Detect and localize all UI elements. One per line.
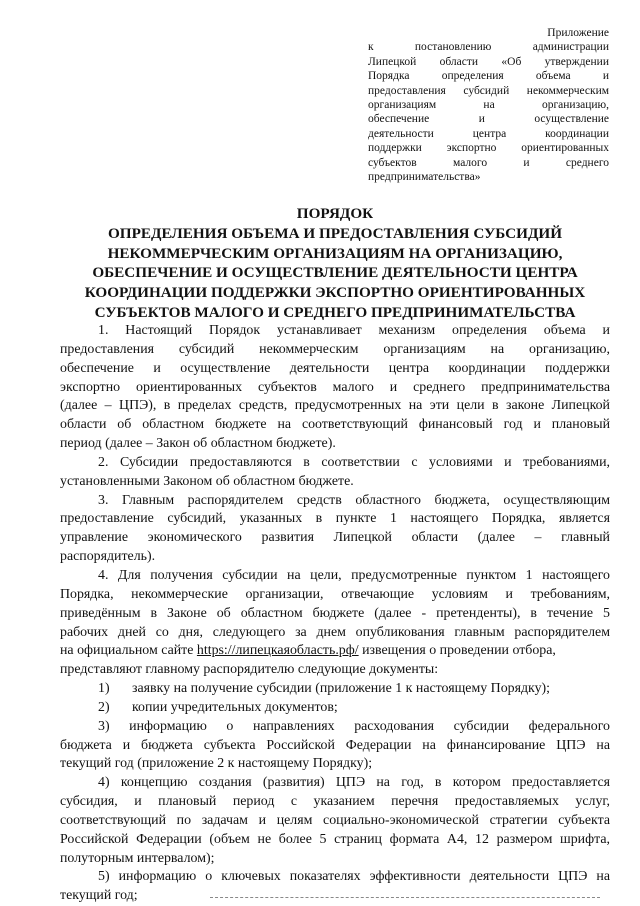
appendix-line: Липецкой области «Об утверждении <box>368 55 609 68</box>
body-line: 4) концепцию создания (развития) ЦПЭ на год, в котором предоставляется <box>98 775 610 791</box>
body-line: предоставление субсидий, указанных в пункте 1 настоящего Порядка, является <box>60 511 610 527</box>
paragraph-3 <box>60 492 610 567</box>
appendix-line: субъектов малого и среднего <box>368 156 609 169</box>
appendix-line: к постановлению администрации <box>368 41 609 54</box>
body-line: установленными Законом об областном бюджете. <box>60 473 354 489</box>
official-site-link[interactable]: https://липецкаяобласть.рф/ <box>196 643 359 659</box>
title-line: ОБЕСПЕЧЕНИЕ И ОСУЩЕСТВЛЕНИЕ ДЕЯТЕЛЬНОСТИ ЦЕНТРА <box>92 264 578 282</box>
body-line: управление экономического развития Липецкой области (далее – главный <box>60 530 610 546</box>
body-line: Российской Федерации (объем не более 5 страниц формата А4, 12 размером шрифта, <box>60 831 610 847</box>
page-bottom-rule <box>210 897 600 899</box>
paragraph-4 <box>60 567 610 680</box>
list-item-5 <box>60 868 610 906</box>
appendix-line: предпринимательства» <box>368 171 481 184</box>
body-line: приведённым в Законе об областном бюджете (далее - претенденты), в течение 5 <box>60 605 610 621</box>
body-line: распорядитель). <box>60 549 156 565</box>
document-body <box>60 322 610 906</box>
appendix-line: предоставления субсидий некоммерческим <box>368 84 609 97</box>
body-line: соответствующий по задачам и целям социально-экономической стратегии субъекта <box>60 812 610 828</box>
body-line: экспортно ориентированных субъектов малого и среднего предпринимательства <box>60 379 610 395</box>
body-line: 3. Главным распорядителем средств областного бюджета, осуществляющим <box>98 492 610 508</box>
site-prefix: на официальном сайте <box>60 643 197 659</box>
body-line: текущий год; <box>60 888 138 904</box>
body-line: полуторным интервалом); <box>60 850 215 866</box>
body-line: предоставления субсидий некоммерческим организациям на организацию, <box>60 341 610 357</box>
body-line: 1. Настоящий Порядок устанавливает механизм определения объема и <box>98 323 610 338</box>
body-line: 5) информацию о ключевых показателях эффективности деятельности ЦПЭ на <box>98 869 610 885</box>
appendix-line: организациям на организацию, <box>368 99 609 112</box>
site-suffix: извещения о проведении отбора, <box>358 643 556 659</box>
list-item <box>60 699 610 718</box>
list-number: 2) <box>98 699 110 715</box>
body-line: текущий год (приложение 2 к настоящему Порядку); <box>60 756 373 772</box>
appendix-header <box>368 26 609 184</box>
body-line: 3) информацию о направлениях расходования субсидии федерального <box>98 718 610 734</box>
body-line: бюджета и бюджета субъекта Российской Федерации на финансирование ЦПЭ на <box>60 737 610 753</box>
appendix-line: поддержки экспортно ориентированных <box>368 142 609 155</box>
paragraph-1 <box>60 322 610 454</box>
appendix-title: Приложение <box>547 27 609 39</box>
document-list <box>60 680 610 718</box>
body-line-with-link <box>60 642 610 661</box>
title-line: СУБЪЕКТОВ МАЛОГО И СРЕДНЕГО ПРЕДПРИНИМАТЕЛЬСТВА <box>94 303 576 321</box>
list-text: заявку на получение субсидии (приложение 1 к настоящему Порядку); <box>132 681 551 697</box>
list-item-4 <box>60 774 610 868</box>
list-number: 1) <box>98 681 110 697</box>
body-line: представляют главному распорядителю следующие документы: <box>60 662 439 678</box>
body-line: рабочих дней со дня, следующего за днем опубликования главным распорядителем <box>60 624 610 640</box>
body-line: обеспечение и осуществление деятельности центра координации поддержки <box>60 360 610 376</box>
title-line: НЕКОММЕРЧЕСКИМ ОРГАНИЗАЦИЯМ НА ОРГАНИЗАЦИЮ, <box>107 244 563 262</box>
body-line: (далее – ЦПЭ), в пределах средств, предусмотренных на эти цели в законе Липецкой <box>60 398 610 414</box>
list-item-3 <box>60 718 610 775</box>
appendix-line: Порядка определения объема и <box>368 70 609 83</box>
title-line: КООРДИНАЦИИ ПОДДЕРЖКИ ЭКСПОРТНО ОРИЕНТИРОВАННЫХ <box>84 284 586 302</box>
body-line: Порядка, некоммерческие организации, отвечающие условиям и требованиям, <box>60 586 610 602</box>
body-line: субсидия, и плановый период с указанием перечня предоставляемых услуг, <box>60 794 610 810</box>
list-item <box>60 680 610 699</box>
list-text: копии учредительных документов; <box>132 699 338 715</box>
appendix-line: обеспечение и осуществление <box>368 113 609 126</box>
title-line: ПОРЯДОК <box>296 205 374 222</box>
body-line: 2. Субсидии предоставляются в соответствии с условиями и требованиями, <box>98 454 610 470</box>
title-line: ОПРЕДЕЛЕНИЯ ОБЪЕМА И ПРЕДОСТАВЛЕНИЯ СУБСИДИЙ <box>107 224 563 242</box>
body-line: 4. Для получения субсидии на цели, предусмотренные пунктом 1 настоящего <box>98 567 610 583</box>
appendix-line: деятельности центра координации <box>368 127 609 140</box>
paragraph-2 <box>60 454 610 492</box>
body-line: период (далее – Закон об областном бюджете). <box>60 436 336 452</box>
body-line: области об областном бюджете на соответствующий финансовый год и плановый <box>60 417 610 433</box>
document-title <box>60 204 610 323</box>
